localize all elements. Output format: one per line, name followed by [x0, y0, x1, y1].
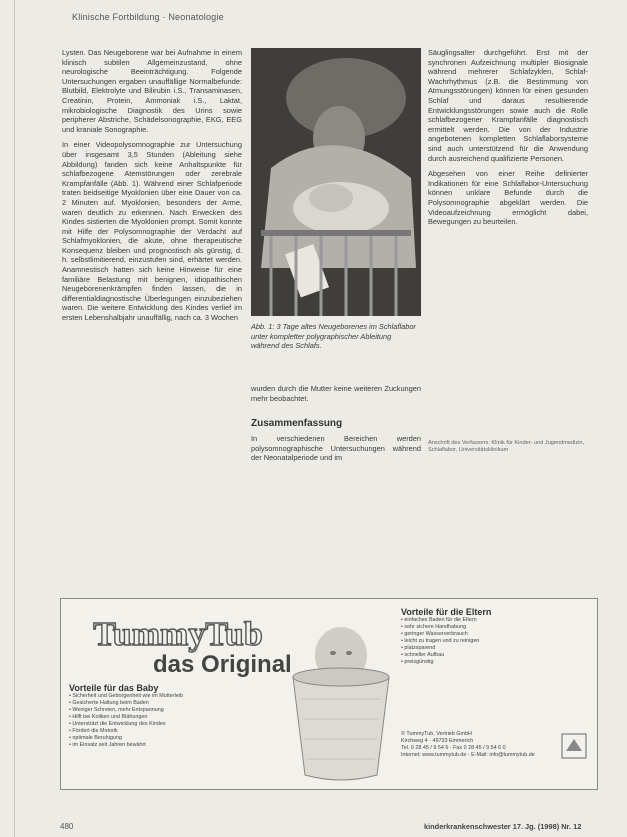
- list-item: • optimale Beruhigung: [69, 735, 279, 742]
- col3-paragraph-2: Abgesehen von einer Reihe definierter Indikationen für eine Schlaflabor-Untersuchung können unklare Befunde durch die Polysomnographie abgeklärt werden. Die Videoaufzeichnung ermöglicht dabei, Bewegungen zu beurteilen.: [428, 169, 588, 227]
- author-address: Anschrift des Verfassers: Klinik für Kinder- und Jugendmedizin, Schlaflabor, Universitätsklinikum: [428, 440, 585, 453]
- logo-text: TummyTub: [93, 616, 263, 653]
- column-1: [62, 48, 242, 329]
- list-item: • Sicherheit und Geborgenheit wie im Mutterleib: [69, 693, 279, 700]
- contact-line: © TummyTub, Vertrieb GmbH: [401, 731, 472, 737]
- journal-footer: kinderkrankenschwester 17. Jg. (1998) Nr. 12: [424, 822, 582, 831]
- column-3: [428, 48, 588, 233]
- list-item: • preisgünstig: [401, 659, 587, 666]
- section-heading: Zusammenfassung: [251, 418, 343, 429]
- advertisement: [60, 598, 598, 790]
- summary-paragraph: In verschiedenen Bereichen werden polysomnographische Untersuchungen während der Neonatalperiode und im: [251, 434, 421, 463]
- contact-line: Kirchweg 4 · 49733 Emmerich: [401, 738, 474, 744]
- quality-seal-icon: [561, 733, 587, 759]
- list-item: • Weniger Schreien, mehr Entspannung: [69, 707, 279, 714]
- list-item: • geringer Wasserverbrauch: [401, 631, 587, 638]
- baby-benefits-list: [69, 693, 279, 749]
- list-item: • Gesicherte Haltung beim Baden: [69, 700, 279, 707]
- baby-benefits: [69, 683, 279, 749]
- parents-benefits: [401, 607, 587, 666]
- list-item: • einfaches Baden für die Eltern: [401, 617, 587, 624]
- tummytub-logo: [83, 609, 273, 657]
- list-item: • im Einsatz seit Jahren bewährt: [69, 742, 279, 749]
- list-item: • Hilft bei Koliken und Blähungen: [69, 714, 279, 721]
- col1-paragraph-1: Lysten. Das Neugeborene war bei Aufnahme in einem klinisch subtilen Allgemeinzustand, ohne neurologische Beeinträchtigung. Folgende Untersuchungen ergaben unauffällige Normalbefunde: Blutbild, Elektrolyte und Bilirubin i.S., Transaminasen, Creatinin, Protein, Ammoniak i.S., Laktat, mikrobiologische Diagnostik des Urins sowie peripherer Abstriche, Schädelsonographie, EKG, EEG und kraniale Sonographie.: [62, 48, 242, 134]
- list-item: • Fördert die Motorik: [69, 728, 279, 735]
- col2-paragraph: wurden durch die Mutter keine weiteren Zuckungen mehr beobachtet.: [251, 384, 421, 403]
- col1-paragraph-2: In einer Videopolysomnographie zur Untersuchung über insgesamt 3,5 Stunden (Ableitung siehe Abbildung) fanden sich keine Anhaltspunkte für schlafbezogene Atemstörungen oder zerebrale Krampfanfälle (Abb. 1). Während einer Schlafperiode traten beidseitige Myoklonien über eine Dauer von ca. 2 Minuten auf. Myoklonien, besonders der Arme, waren deutlich zu erkennen. Nach Erwecken des Kindes sistierten die Myoklonien prompt. Somit konnte mit Hilfe der Polysomnographie der Verdacht auf Schlafmyoklonien, die akute, ohne therapeutische Konsequenz bleiben und prognostisch als günstig, d. h. selbstlimitierend, einzustufen sind, erhärtet werden. Anamnestisch hatten sich keine Hinweise für eine familiäre Belastung mit benignen, idiopathischen Neugeborenenkrämpfen finden lassen, die in differentialdiagnostische Überlegungen einzubeziehen waren. Die weitere Entwicklung des Kindes verlief im ersten Lebenshalbjahr unauffällig, nach ca. 3 Wochen: [62, 140, 242, 323]
- baby-in-tub-image: [281, 619, 401, 785]
- list-item: • Unterstützt die Entwicklung des Kindes: [69, 721, 279, 728]
- page-number: 480: [60, 822, 74, 831]
- list-item: • platzsparend: [401, 645, 587, 652]
- col3-paragraph-1: Säuglingsalter durchgeführt. Erst mit der synchronen Aufzeichnung multipler Biosignale während mehrerer Schlafzyklen, Schlaf-Wachrhythmus (z.B. die Bestimmung von Atmungsstörungen) können für einen gesunden Schlaf und daraus resultierende Entwicklungsstörungen sowie auch die Rolle schlafbezogener Krampfanfälle diagnostisch ermittelt werden. Die von der Industrie angebotenen kompletten Schlaflaborsysteme sind auch unterstützend für die Anwendung durch ausreichend qualifizierte Personen.: [428, 48, 588, 163]
- running-head: Klinische Fortbildung · Neonatologie: [72, 12, 224, 22]
- brand-subtitle: das Original: [153, 651, 292, 678]
- list-item: • leicht zu tragen und zu reinigen: [401, 638, 587, 645]
- contact-info: [401, 731, 551, 759]
- parents-benefits-list: [401, 617, 587, 666]
- contact-line: Tel. 0 28 45 / 9 54 6 · Fax 0 28 45 / 9 54 6 0: [401, 745, 506, 751]
- contact-line: Internet: www.tummytub.de · E-Mail: info@tummytub.de: [401, 752, 535, 758]
- list-item: • schneller Aufbau: [401, 652, 587, 659]
- figure-caption: Abb. 1: 3 Tage altes Neugeborenes im Schlaflabor unter kompletter polygraphischer Ableitung während des Schlafs.: [251, 322, 416, 350]
- list-item: • sehr sichere Handhabung: [401, 624, 587, 631]
- page-fold: [14, 0, 15, 837]
- figure-photo: [251, 48, 421, 316]
- baby-benefits-heading: Vorteile für das Baby: [69, 683, 159, 693]
- parents-benefits-heading: Vorteile für die Eltern: [401, 607, 492, 617]
